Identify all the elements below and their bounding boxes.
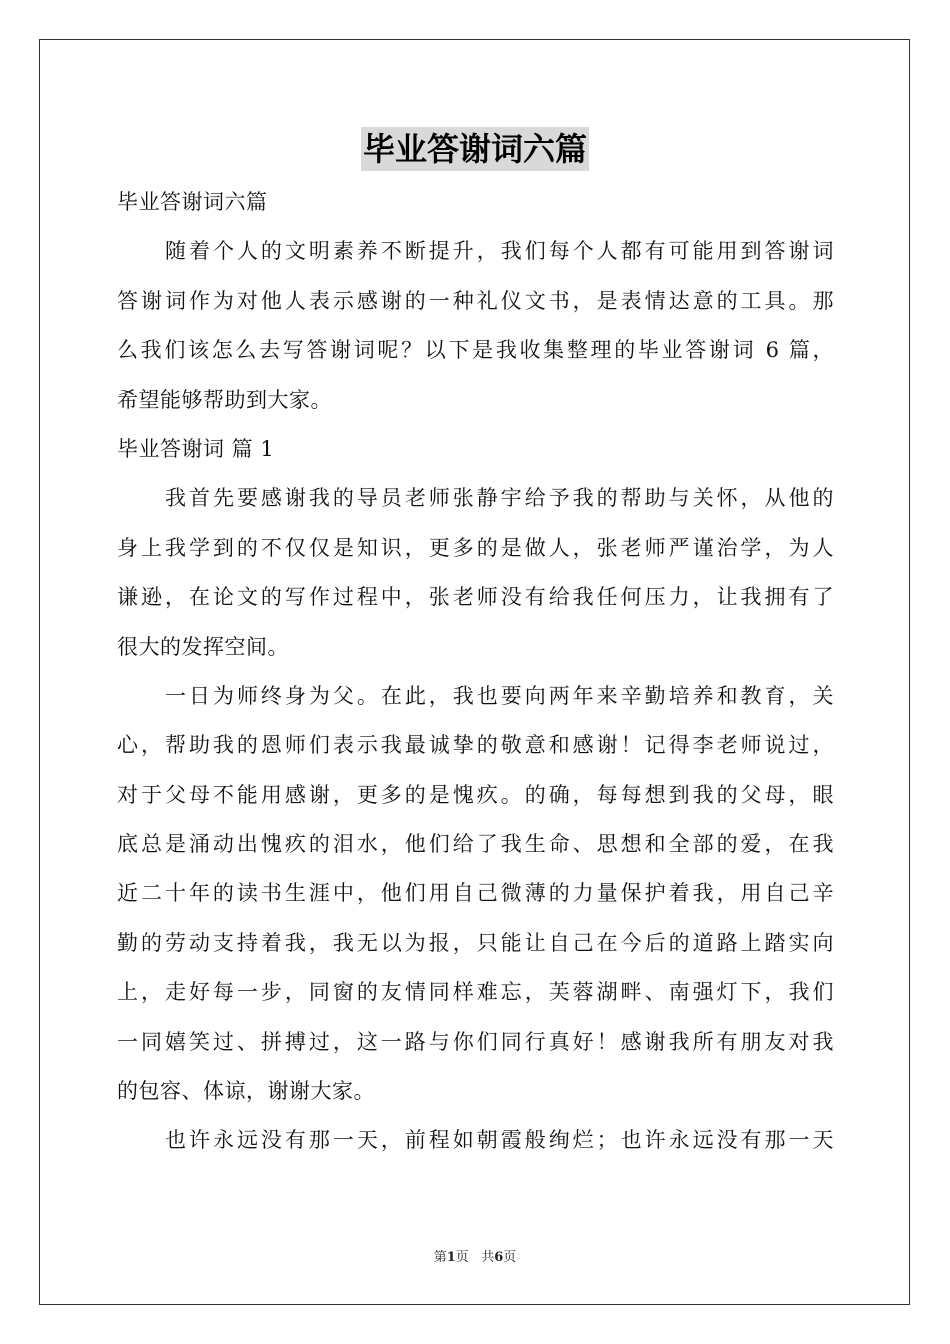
footer-current-page: 1 [446,1250,456,1265]
title-container [0,127,950,171]
text-line: 希望能够帮助到大家。 [117,387,332,412]
document-body [117,178,834,1166]
text-line: 底总是涌动出愧疚的泪水，他们给了我生命、思想和全部的爱，在我 [117,832,834,857]
text-line: 心，帮助我的恩师们表示我最诚挚的敬意和感谢！记得李老师说过， [117,733,834,758]
text-line: 随着个人的文明素养不断提升，我们每个人都有可能用到答谢词 [165,239,834,264]
text-line: 毕业答谢词 篇 1 [117,436,275,461]
footer-total-suffix: 页 [503,1250,517,1265]
footer-page-prefix: 第 [433,1250,447,1265]
text-line: 一同嬉笑过、拼搏过，这一路与你们同行真好！感谢我所有朋友对我 [117,1029,834,1054]
page-footer [0,1246,950,1265]
text-line: 身上我学到的不仅仅是知识，更多的是做人，张老师严谨治学，为人 [117,535,834,560]
text-line: 毕业答谢词六篇 [117,190,268,214]
text-line: 的包容、体谅，谢谢大家。 [117,1079,375,1104]
text-line: 很大的发挥空间。 [117,634,289,659]
document-title: 毕业答谢词六篇 [361,127,589,171]
text-line: 对于父母不能用感谢，更多的是愧疚。的确，每每想到我的父母，眼 [117,782,834,807]
text-line: 也许永远没有那一天，前程如朝霞般绚烂；也许永远没有那一天 [165,1128,834,1153]
footer-total-pages: 6 [494,1250,504,1265]
text-line: 我首先要感谢我的导员老师张静宇给予我的帮助与关怀，从他的 [165,486,834,511]
text-line: 一日为师终身为父。在此，我也要向两年来辛勤培养和教育，关 [165,683,834,708]
text-line: 谦逊，在论文的写作过程中，张老师没有给我任何压力，让我拥有了 [117,585,834,610]
text-line: 么我们该怎么去写答谢词呢？以下是我收集整理的毕业答谢词 6 篇， [117,338,834,363]
text-line: 近二十年的读书生涯中，他们用自己微薄的力量保护着我，用自己辛 [117,881,834,906]
footer-page-suffix: 页 [455,1250,469,1265]
text-line: 答谢词作为对他人表示感谢的一种礼仪文书，是表情达意的工具。那 [117,288,834,313]
text-line: 勤的劳动支持着我，我无以为报，只能让自己在今后的道路上踏实向 [117,930,834,955]
text-line: 上，走好每一步，同窗的友情同样难忘，芙蓉湖畔、南强灯下，我们 [117,980,834,1005]
footer-total-prefix: 共 [481,1250,495,1265]
